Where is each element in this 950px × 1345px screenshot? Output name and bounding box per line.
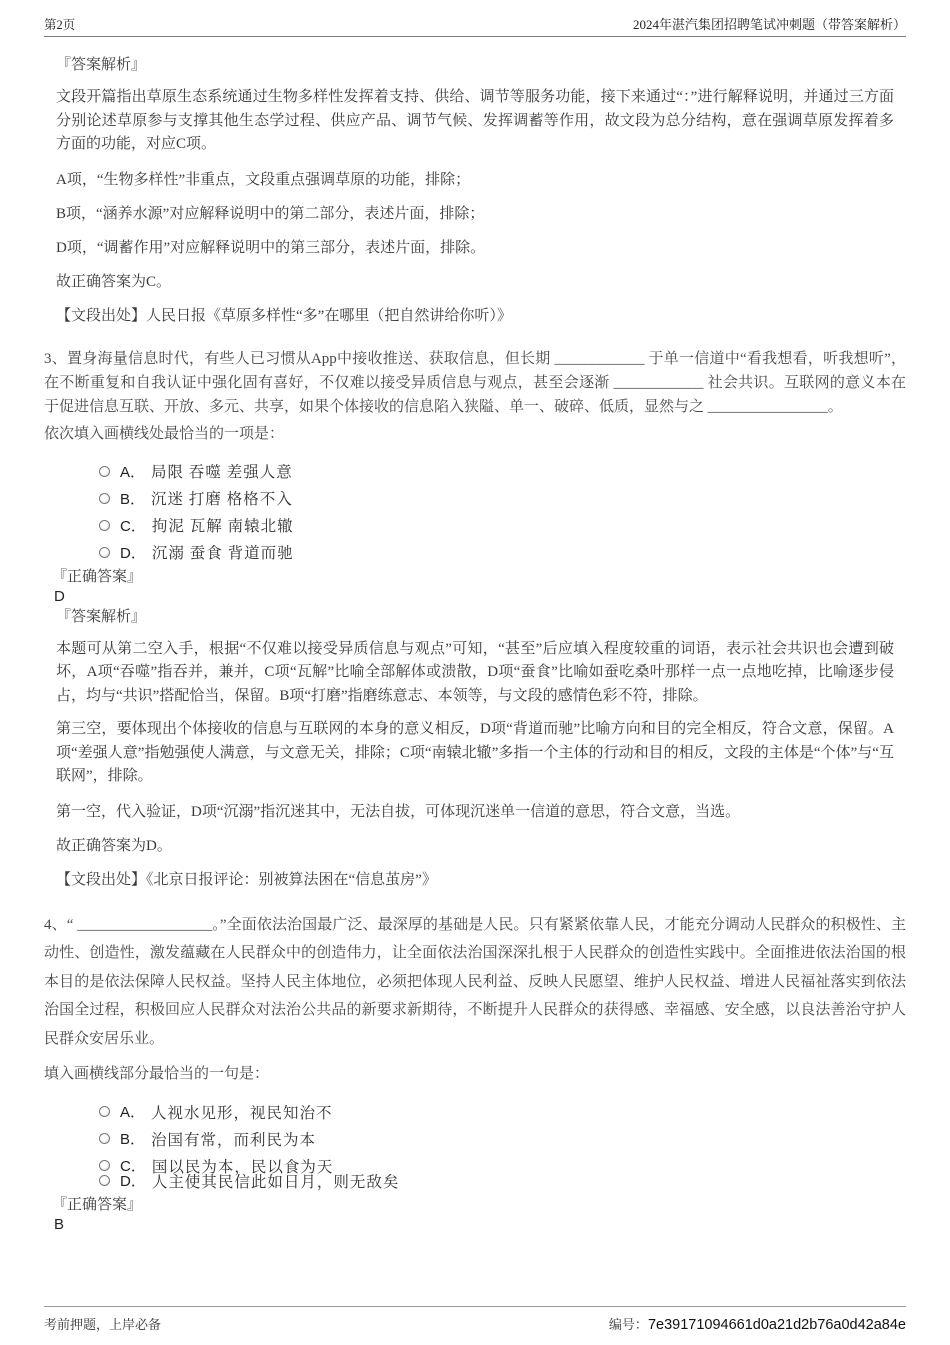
option-row xyxy=(99,1125,906,1152)
option-text: 局限 吞噬 差强人意 xyxy=(151,464,293,481)
page-number: 第2页 xyxy=(44,18,76,32)
q3-source: 【文段出处】《北京日报评论：别被算法困在“信息茧房”》 xyxy=(56,871,437,888)
option-letter: B． xyxy=(120,490,146,508)
correct-answer-label: 『正确答案』 xyxy=(52,1197,143,1213)
question3-answer-block xyxy=(52,567,906,607)
question3-options xyxy=(99,458,906,566)
question4-stem: 4、“ __________________。”全面依法治国最广泛、最深厚的基础是人民。只有紧紧依靠人民，才能充分调动人民群众的积极性、主动性、创造性，激发蕴藏在人民群众中的创造伟力，让全面依法治国深深扎根于人民群众的创造性实践中。全面推进依法治国的根本目的是依法保障人民权益。坚持人民主体地位，必须把体现人民利益、反映人民愿望、维护人民权益、增进人民福祉落实到依法治国全过程，积极回应人民群众对法治公共品的新要求新期待，不断提升人民群众的获得感、幸福感、安全感，以良法善治守护人民群众安居乐业。 xyxy=(44,916,906,1047)
radio-button[interactable] xyxy=(99,493,110,504)
document-body xyxy=(44,55,906,1235)
question4-prompt: 填入画横线部分最恰当的一句是： xyxy=(44,1066,270,1082)
page-header xyxy=(44,14,906,37)
q2-option-a-note: A项，“生物多样性”非重点，文段重点强调草原的功能，排除； xyxy=(56,171,471,188)
correct-answer-value: B xyxy=(54,1216,65,1233)
option-row xyxy=(99,458,906,485)
q2-source: 【文段出处】人民日报《草原多样性“多”在哪里（把自然讲给你听）》 xyxy=(56,307,512,324)
option-text: 沉迷 打磨 格格不入 xyxy=(151,491,293,508)
question3-prompt: 依次填入画横线处最恰当的一项是： xyxy=(44,425,285,442)
question4-options xyxy=(99,1098,906,1194)
radio-button[interactable] xyxy=(99,547,110,558)
q3-analysis-label: 『答案解析』 xyxy=(56,608,147,625)
option-letter: D． xyxy=(120,544,146,562)
q3-analysis-paragraph: 第一空，代入验证，D项“沉溺”指沉迷其中，无法自拔，可体现沉迷单一信道的意思，符合文意，当选。 xyxy=(56,803,741,820)
option-text: 国以民为本，民以食为天 xyxy=(151,1158,334,1176)
option-row xyxy=(99,485,906,512)
page-footer xyxy=(44,1306,906,1333)
q2-analysis-paragraph: 文段开篇指出草原生态系统通过生物多样性发挥着支持、供给、调节等服务功能，接下来通过“：”进行解释说明，并通过三方面分别论述草原参与支撑其他生态学过程、供应产品、调节气候、发挥调蓄等作用，故文段为总分结构，意在强调草原发挥着多方面的功能，对应C项。 xyxy=(56,89,894,152)
option-text: 拘泥 瓦解 南辕北辙 xyxy=(151,518,294,535)
doc-serial-label: 编号： xyxy=(608,1317,648,1332)
q2-option-b-note: B项，“涵养水源”对应解释说明中的第二部分，表述片面，排除； xyxy=(56,205,485,222)
option-row xyxy=(99,539,906,566)
option-row xyxy=(99,512,906,539)
option-letter: C． xyxy=(120,517,146,535)
radio-button[interactable] xyxy=(99,1106,110,1117)
q2-option-d-note: D项，“调蓄作用”对应解释说明中的第三部分，表述片面，排除。 xyxy=(56,239,486,256)
q2-analysis-label: 『答案解析』 xyxy=(56,57,147,73)
q3-conclusion: 故正确答案为D。 xyxy=(56,837,172,854)
option-row xyxy=(99,1167,906,1194)
option-text: 沉溺 蚕食 背道而驰 xyxy=(151,545,294,562)
footer-slogan: 考前押题，上岸必备 xyxy=(44,1317,162,1332)
q3-analysis-paragraph: 本题可从第二空入手，根据“不仅难以接受异质信息与观点”可知，“甚至”后应填入程度较重的词语，表示社会共识也会遭到破坏，A项“吞噬”指吞并，兼并，C项“瓦解”比喻全部解体或溃散，D项“蚕食”比喻如蚕吃桑叶那样一点一点地吃掉，比喻逐步侵占，均与“共识”搭配恰当，保留。B项“打磨”指磨练意志、本领等，与文段的感情色彩不符，排除。 xyxy=(56,640,894,704)
option-letter: C． xyxy=(120,1158,146,1175)
question4-answer-block xyxy=(52,1195,906,1235)
option-letter: A． xyxy=(120,1104,146,1121)
radio-button[interactable] xyxy=(99,520,110,531)
radio-button[interactable] xyxy=(99,1133,110,1144)
option-letter: B． xyxy=(120,1131,146,1148)
radio-button[interactable] xyxy=(99,1175,110,1186)
radio-button[interactable] xyxy=(99,466,110,477)
option-text: 治国有常，而利民为本 xyxy=(151,1131,317,1149)
option-text: 人视水见形，视民知治不 xyxy=(151,1104,333,1122)
option-letter: D． xyxy=(120,1173,146,1190)
correct-answer-value: D xyxy=(54,587,65,605)
doc-title: 2024年湛汽集团招聘笔试冲刺题（带答案解析） xyxy=(632,17,906,32)
doc-serial-value: 7e39171094661d0a21d2b76a0d42a84e xyxy=(647,1317,906,1333)
option-text: 人主使其民信此如日月，则无敌矣 xyxy=(151,1173,400,1191)
correct-answer-label: 『正确答案』 xyxy=(52,568,143,585)
option-letter: A． xyxy=(120,463,146,481)
option-row xyxy=(99,1098,906,1125)
radio-button[interactable] xyxy=(99,1160,110,1171)
q2-conclusion: 故正确答案为C。 xyxy=(56,273,172,290)
q3-analysis-paragraph: 第三空，要体现出个体接收的信息与互联网的本身的意义相反，D项“背道而驰”比喻方向和目的完全相反，符合文意，保留。A项“差强人意”指勉强使人满意，与文意无关，排除；C项“南辕北辙”多指一个主体的行动和目的相反，文段的主体是“个体”与“互联网”，排除。 xyxy=(56,721,894,784)
doc-serial xyxy=(609,1314,906,1333)
question3-stem: 3、置身海量信息时代，有些人已习惯从App中接收推送、获取信息，但长期 ____________ 于单一信道中“看我想看，听我想听”，在不断重复和自我认证中强化固有喜好，不仅难以接受异质信息与观点，甚至会逐渐 ____________ 社会共识。互联网的意义本在于促进信息互联、开放、多元、共享，如果个体接收的信息陷入狭隘、单一、破碎、低质，显然与之 ________________。 xyxy=(44,350,906,415)
